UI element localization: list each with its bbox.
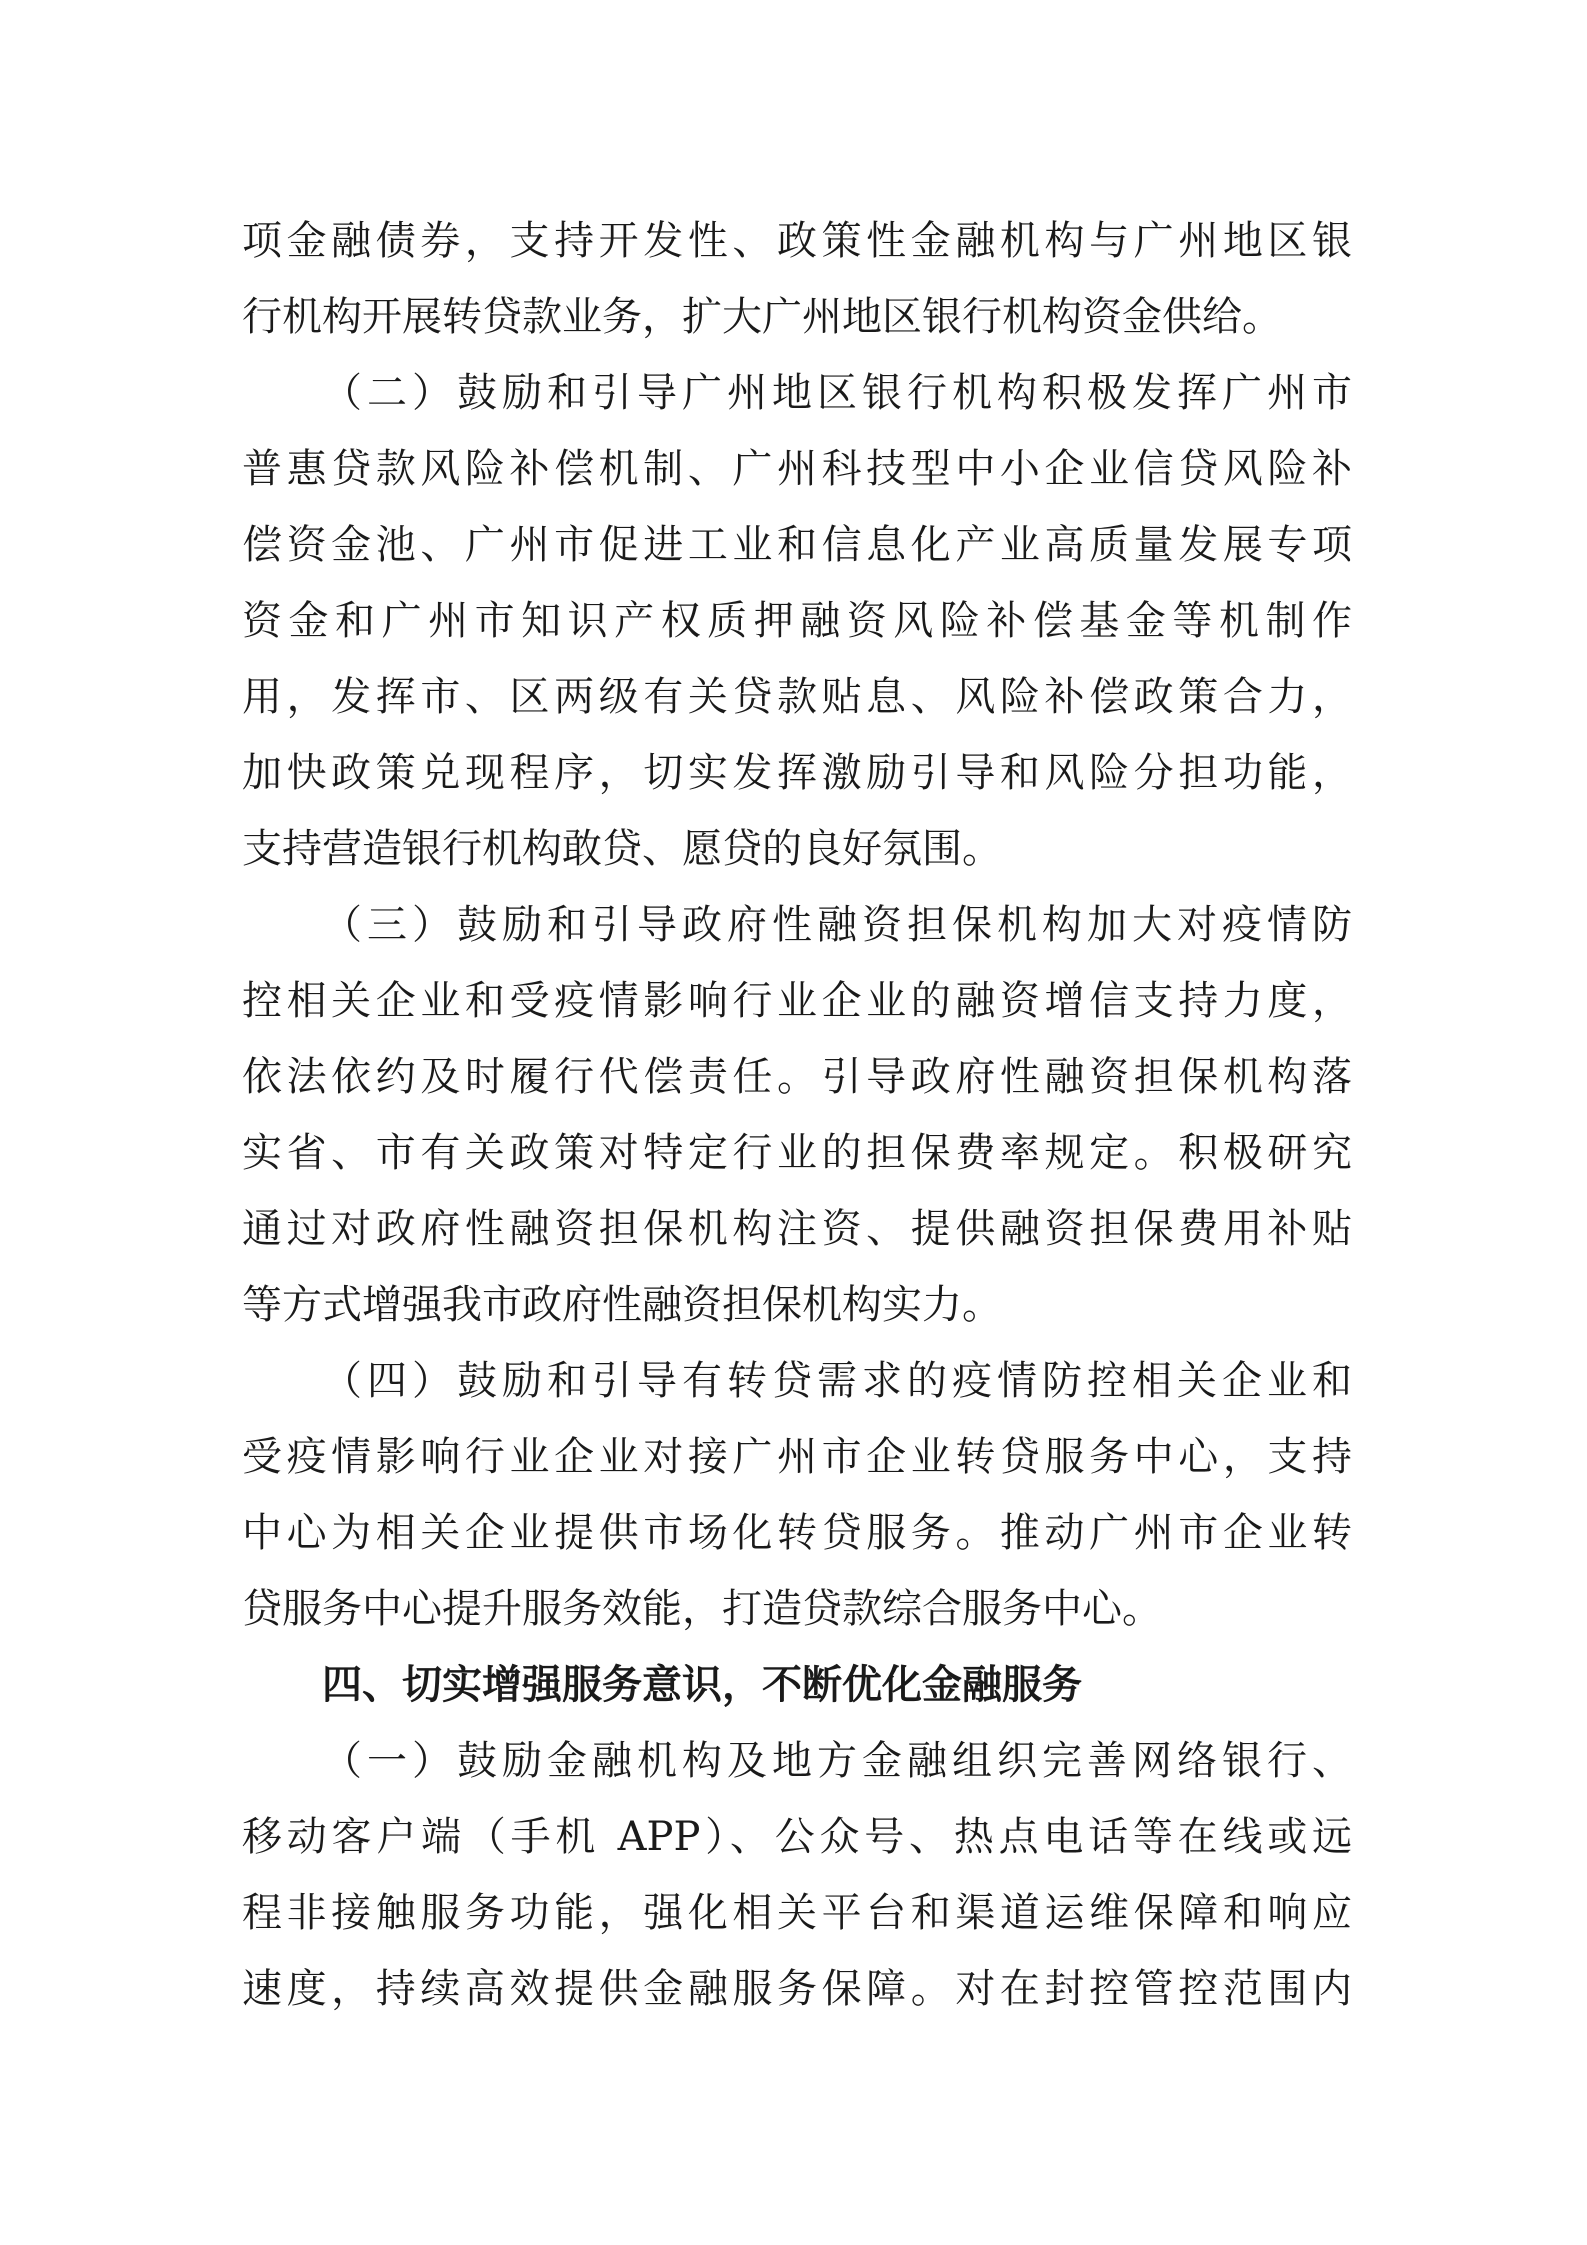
paragraph-line: 实省、市有关政策对特定行业的担保费率规定。积极研究 — [242, 1130, 1352, 1176]
paragraph-line: 受疫情影响行业企业对接广州市企业转贷服务中心，支持 — [242, 1434, 1352, 1480]
paragraph-line: 普惠贷款风险补偿机制、广州科技型中小企业信贷风险补 — [242, 446, 1352, 492]
paragraph-line: 贷服务中心提升服务效能，打造贷款综合服务中心。 — [242, 1586, 1162, 1632]
section-heading: 四、切实增强服务意识，不断优化金融服务 — [322, 1662, 1082, 1708]
paragraph-line: 程非接触服务功能，强化相关平台和渠道运维保障和响应 — [242, 1890, 1352, 1936]
paragraph-line: （三）鼓励和引导政府性融资担保机构加大对疫情防 — [322, 902, 1352, 948]
paragraph-line: 项金融债券，支持开发性、政策性金融机构与广州地区银 — [242, 218, 1352, 264]
paragraph-line: 资金和广州市知识产权质押融资风险补偿基金等机制作 — [242, 598, 1352, 644]
paragraph-line: （一）鼓励金融机构及地方金融组织完善网络银行、 — [322, 1738, 1352, 1784]
paragraph-line: 等方式增强我市政府性融资担保机构实力。 — [242, 1282, 1002, 1328]
paragraph-line: 速度，持续高效提供金融服务保障。对在封控管控范围内 — [242, 1966, 1352, 2012]
paragraph-line: 加快政策兑现程序，切实发挥激励引导和风险分担功能， — [242, 750, 1352, 796]
paragraph-line: 通过对政府性融资担保机构注资、提供融资担保费用补贴 — [242, 1206, 1352, 1252]
paragraph-line: 依法依约及时履行代偿责任。引导政府性融资担保机构落 — [242, 1054, 1352, 1100]
paragraph-line: 偿资金池、广州市促进工业和信息化产业高质量发展专项 — [242, 522, 1352, 568]
paragraph-line: 控相关企业和受疫情影响行业企业的融资增信支持力度， — [242, 978, 1352, 1024]
paragraph-line: 用，发挥市、区两级有关贷款贴息、风险补偿政策合力， — [242, 674, 1352, 720]
paragraph-line: 行机构开展转贷款业务，扩大广州地区银行机构资金供给。 — [242, 294, 1282, 340]
paragraph-line: 支持营造银行机构敢贷、愿贷的良好氛围。 — [242, 826, 1002, 872]
paragraph-line: （四）鼓励和引导有转贷需求的疫情防控相关企业和 — [322, 1358, 1352, 1404]
paragraph-line: 中心为相关企业提供市场化转贷服务。推动广州市企业转 — [242, 1510, 1352, 1556]
paragraph-line: （二）鼓励和引导广州地区银行机构积极发挥广州市 — [322, 370, 1352, 416]
paragraph-line: 移动客户端（手机 APP）、公众号、热点电话等在线或远 — [242, 1814, 1352, 1860]
